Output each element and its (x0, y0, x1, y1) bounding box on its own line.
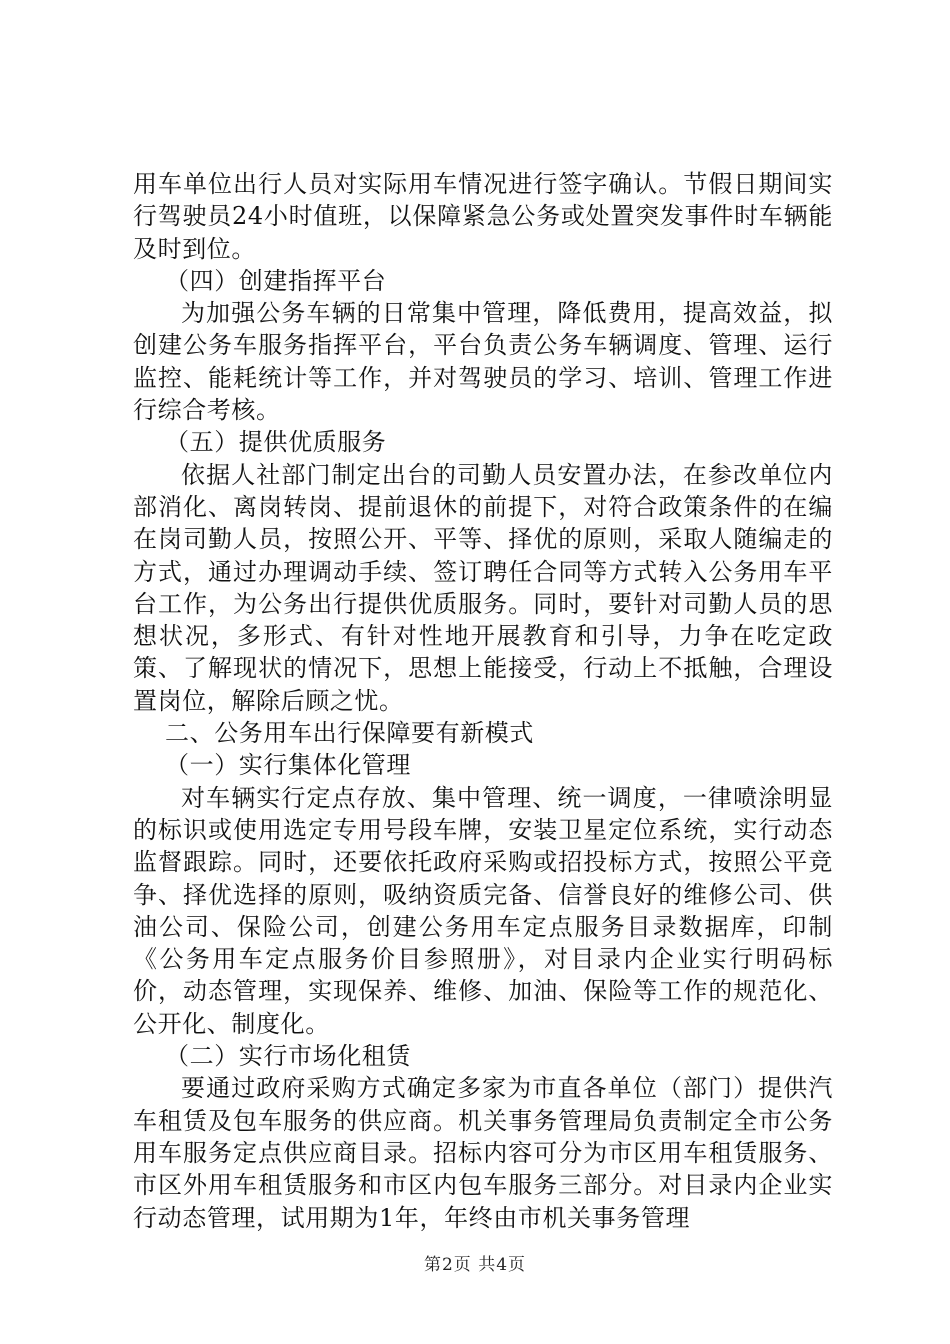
section-heading-4: （四）创建指挥平台 (165, 266, 387, 295)
section-heading-1: （一）实行集体化管理 (165, 751, 411, 780)
chapter-heading-2: 二、公务用车出行保障要有新模式 (165, 719, 534, 748)
paragraph-command-platform: 为加强公务车辆的日常集中管理，降低费用，提高效益，拟创建公务车服务指挥平台，平台负责公务车辆调度、管理、运行监控、能耗统计等工作，并对驾驶员的学习、培训、管理工作进行综合考核。 (133, 299, 833, 425)
section-heading-2: （二）实行市场化租赁 (165, 1042, 411, 1071)
paragraph-continuation: 用车单位出行人员对实际用车情况进行签字确认。节假日期间实行驾驶员24小时值班，以保障紧急公务或处置突发事件时车辆能及时到位。 (133, 170, 833, 263)
paragraph-collective-management: 对车辆实行定点存放、集中管理、统一调度，一律喷涂明显的标识或使用选定专用号段车牌，安装卫星定位系统，实行动态监督跟踪。同时，还要依托政府采购或招投标方式，按照公平竞争、择优选择的原则，吸纳资质完备、信誉良好的维修公司、供油公司、保险公司，创建公务用车定点服务目录数据库，印制《公务用车定点服务价目参照册》，对目录内企业实行明码标价，动态管理，实现保养、维修、加油、保险等工作的规范化、公开化、制度化。 (133, 783, 833, 1038)
document-body (133, 168, 833, 1234)
section-heading-5: （五）提供优质服务 (165, 428, 387, 457)
paragraph-quality-service: 依据人社部门制定出台的司勤人员安置办法，在参改单位内部消化、离岗转岗、提前退休的前提下，对符合政策条件的在编在岗司勤人员，按照公开、平等、择优的原则，采取人随编走的方式，通过办理调动手续、签订聘任合同等方式转入公务用车平台工作，为公务出行提供优质服务。同时，要针对司勤人员的思想状况，多形式、有针对性地开展教育和引导，力争在吃定政策、了解现状的情况下，思想上能接受，行动上不抵触，合理设置岗位，解除后顾之忧。 (133, 460, 833, 715)
page-footer: 第2页 共4页 (423, 1255, 527, 1275)
paragraph-market-leasing: 要通过政府采购方式确定多家为市直各单位（部门）提供汽车租赁及包车服务的供应商。机关事务管理局负责制定全市公务用车服务定点供应商目录。招标内容可分为市区用车租赁服务、市区外用车租赁服务和市区内包车服务三部分。对目录内企业实行动态管理，试用期为1年，年终由市机关事务管理 (133, 1074, 833, 1232)
